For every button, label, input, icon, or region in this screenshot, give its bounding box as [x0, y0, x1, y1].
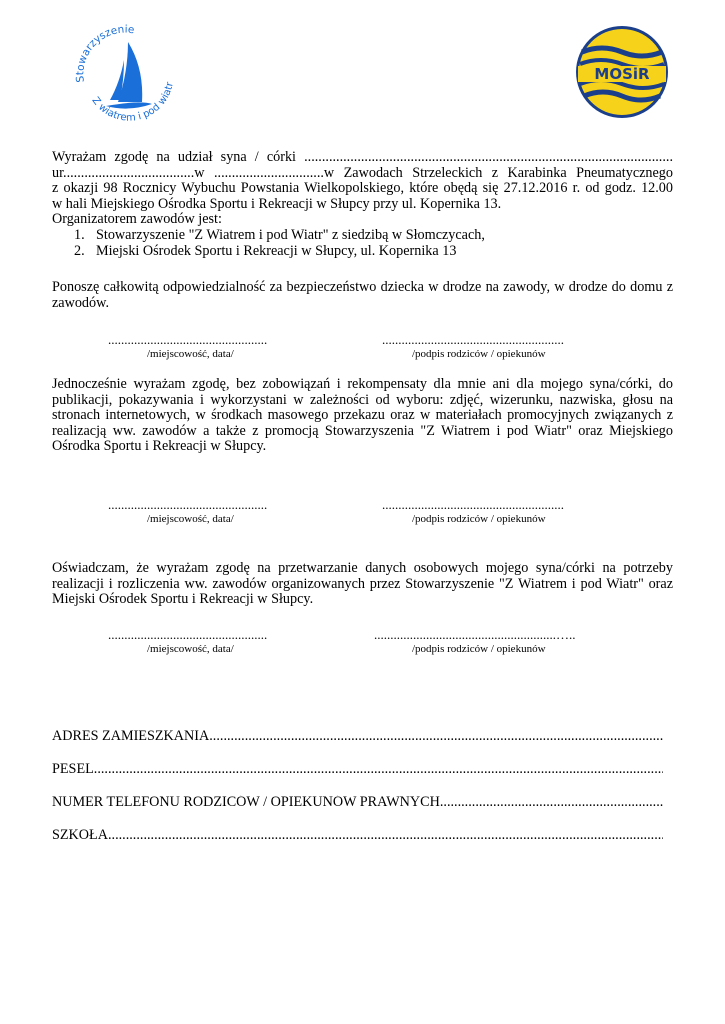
organizers-list [52, 228, 673, 259]
stowarzyszenie-logo [70, 20, 180, 130]
signature-caption: /podpis rodziców / opiekunów [412, 643, 546, 655]
signature-line: ........................................................ [382, 497, 564, 512]
pesel-label: PESEL [52, 762, 94, 777]
data-processing-paragraph: Oświadczam, że wyrażam zgodę na przetwarzanie danych osobowych mojego syna/córki na potrzeby realizacji i rozliczenia ww. zawodów organizowanych przez Stowarzyszenie "Z Wiatrem i pod Wiatr" oraz Miejski Ośrodek Sportu i Rekreacji w Słupcy. [52, 560, 673, 608]
mosir-logo [574, 24, 670, 120]
place-date-line: ................................................. [108, 497, 268, 512]
consent-line-5: Organizatorem zawodów jest: [52, 211, 222, 228]
pesel-field[interactable] [52, 762, 663, 778]
place-date-line: ................................................. [108, 332, 268, 347]
consent-line-1: Wyrażam zgodę na udział syna / córki ........................................................................................................ [52, 149, 673, 165]
organizer-item: 2. Miejski Ośrodek Sportu i Rekreacji w Słupcy, ul. Kopernika 13 [74, 242, 457, 259]
school-field[interactable] [52, 828, 663, 844]
consent-line-3: z okazji 98 Rocznicy Wybuchu Powstania Wielkopolskiego, które obędą się 27.12.2016 r. od godz. 12.00 [52, 180, 673, 197]
logo-left-text-bottom: Z wiatrem i pod wiatr [89, 81, 176, 124]
consent-line-4: w hali Miejskiego Ośrodka Sportu i Rekreacji w Słupcy przy ul. Kopernika 13. [52, 195, 502, 212]
signature-caption: /podpis rodziców / opiekunów [412, 513, 546, 525]
address-field[interactable] [52, 729, 663, 745]
publication-paragraph: Jednocześnie wyrażam zgodę, bez zobowiązań i rekompensaty dla mnie ani dla mojego syna/córki, do publikacji, pokazywania i wykorzystani w zależności od wyboru: zdjęć, wizerunku, nazwiska, głosu na stronach internetowych, w środkach masowego przekazu oraz w materiałach promocyjnych związanych z realizacją ww. zawodów a także z promocją Stowarzyszenia "Z Wiatrem i pod Wiatr" oraz Miejskiego Ośrodka Sportu i Rekreacji w Słupcy. [52, 376, 673, 455]
signature-line: ........................................................ [382, 332, 564, 347]
consent-line-2: ur.....................................w ...............................w Zawodach Strzeleckich z Karabinka Pneumatycznego [52, 164, 673, 181]
responsibility-paragraph: Ponoszę całkowitą odpowiedzialność za bezpieczeństwo dziecka w drodze na zawody, w drodze do domu z zawodów. [52, 279, 673, 311]
place-date-caption: /miejscowość, data/ [147, 643, 234, 655]
place-date-line: ................................................. [108, 627, 268, 642]
address-label: ADRES ZAMIESZKANIA [52, 729, 210, 744]
mosir-logo-text: MOSiR [594, 65, 650, 83]
signature-line: ........................................................….. [374, 627, 576, 642]
phone-field[interactable] [52, 795, 663, 811]
signature-caption: /podpis rodziców / opiekunów [412, 348, 546, 360]
school-label: SZKOŁA [52, 828, 108, 843]
place-date-caption: /miejscowość, data/ [147, 348, 234, 360]
organizer-item: 1. Stowarzyszenie "Z Wiatrem i pod Wiatr" z siedzibą w Słomczycach, [74, 227, 485, 243]
phone-label: NUMER TELEFONU RODZICÓW / OPIEKUNÓW PRAWNYCH [52, 795, 440, 810]
boat-hull-icon [106, 102, 152, 108]
logo-left-text-top: Stowarzyszenie [74, 23, 136, 83]
place-date-caption: /miejscowość, data/ [147, 513, 234, 525]
